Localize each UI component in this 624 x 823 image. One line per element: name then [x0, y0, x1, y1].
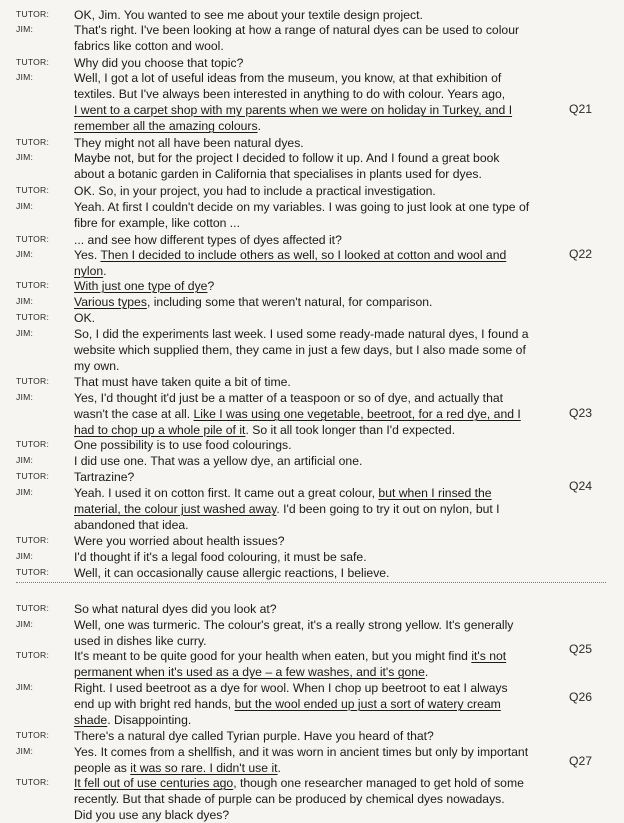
speech-text — [74, 310, 554, 326]
speaker-label: TUTOR: — [16, 439, 50, 449]
text-line: Maybe not, but for the project I decided to follow it up. And I found a great book — [74, 151, 500, 165]
speech-text — [74, 601, 554, 617]
speech-text — [74, 150, 554, 182]
speech-text — [74, 533, 554, 549]
answer-underline: I went to a carpet shop with my parents when we were on holiday in Turkey, and I — [74, 103, 513, 117]
text-line: about a botanic garden in California that specialises in plants used for dyes. — [74, 167, 482, 181]
section-divider — [16, 582, 606, 583]
text-line — [74, 485, 554, 501]
speech-text — [74, 680, 554, 728]
speaker-label: JIM: — [16, 249, 34, 259]
text-line: They might not all have been natural dyes. — [74, 136, 304, 150]
speech-text — [74, 648, 554, 680]
question-number: Q26 — [569, 690, 593, 704]
speaker-label: JIM: — [16, 746, 34, 756]
text-line: There's a natural dye called Tyrian purple. Have you heard of that? — [74, 729, 434, 743]
speaker-label: TUTOR: — [16, 376, 50, 386]
text-fragment: . — [103, 264, 107, 278]
answer-underline: Various types — [74, 295, 147, 309]
text-line — [74, 263, 554, 279]
speech-text — [74, 437, 554, 453]
speaker-label: JIM: — [16, 392, 34, 402]
answer-underline: It fell out of use centuries ago — [74, 776, 234, 790]
speaker-label: JIM: — [16, 296, 34, 306]
text-line: my own. — [74, 359, 120, 373]
speaker-label: JIM: — [16, 487, 34, 497]
text-line — [74, 696, 554, 712]
text-line — [74, 648, 554, 664]
text-line: website which supplied them, they came in just a few days, but I also made some of — [74, 343, 526, 357]
text-line — [74, 712, 554, 728]
answer-underline: material, the colour just washed away — [74, 502, 277, 516]
text-line: One possibility is to use food colourings. — [74, 438, 292, 452]
text-fragment: It's meant to be quite good for your health when eaten, but you might find — [74, 649, 472, 663]
text-fragment: ? — [207, 279, 215, 293]
speaker-label: TUTOR: — [16, 9, 50, 19]
speaker-label: JIM: — [16, 72, 34, 82]
speaker-label: TUTOR: — [16, 57, 50, 67]
answer-underline: With just one type of dye — [74, 279, 208, 293]
speaker-label: JIM: — [16, 682, 34, 692]
text-line: used in dishes like curry. — [74, 634, 207, 648]
speaker-label: TUTOR: — [16, 535, 50, 545]
speaker-label: JIM: — [16, 201, 34, 211]
text-line: OK. — [74, 311, 95, 325]
speech-text — [74, 728, 554, 744]
speech-text — [74, 70, 554, 134]
text-fragment: . — [257, 119, 261, 133]
question-number: Q24 — [569, 479, 593, 493]
text-fragment: . — [277, 761, 281, 775]
text-line — [74, 422, 554, 438]
text-fragment: . I'd been going to try it out on nylon, but I — [276, 502, 500, 516]
text-line — [74, 278, 554, 294]
text-line: Yes, I'd thought it'd just be a matter of a teaspoon or so of dye, and actually that — [74, 391, 504, 405]
speech-text — [74, 775, 554, 823]
text-line — [74, 760, 554, 776]
text-line: So, I did the experiments last week. I used some ready-made natural dyes, I found a — [74, 327, 529, 341]
answer-underline: had to chop up a whole pile of it — [74, 423, 246, 437]
question-number: Q22 — [569, 247, 593, 261]
speaker-label: TUTOR: — [16, 280, 50, 290]
question-number: Q23 — [569, 406, 593, 420]
text-line: Well, it can occasionally cause allergic reactions, I believe. — [74, 566, 390, 580]
question-number: Q27 — [569, 754, 593, 768]
speech-text — [74, 247, 554, 279]
text-line: Yeah. At first I couldn't decide on my variables. I was going to just look at one type of — [74, 200, 530, 214]
text-line: That must have taken quite a bit of time. — [74, 375, 291, 389]
text-fragment: , including some that weren't natural, for comparison. — [146, 295, 433, 309]
question-number: Q25 — [569, 642, 593, 656]
text-line — [74, 775, 554, 791]
answer-underline: Like I was using one vegetable, beetroot, for a red dye, and I — [193, 407, 521, 421]
speaker-label: JIM: — [16, 551, 34, 561]
text-fragment: , though one researcher managed to get hold of some — [233, 776, 524, 790]
speaker-label: TUTOR: — [16, 603, 50, 613]
speech-text — [74, 326, 554, 374]
speaker-label: JIM: — [16, 328, 34, 338]
text-fragment: people as — [74, 761, 131, 775]
speech-text — [74, 183, 554, 199]
answer-underline: but when I rinsed the — [378, 486, 492, 500]
answer-underline: it was so rare. I didn't use it — [130, 761, 278, 775]
speaker-label: JIM: — [16, 24, 34, 34]
answer-underline: it's not — [471, 649, 507, 663]
text-line: textiles. But I've always been interested in anything to do with colour. Years ago, — [74, 87, 506, 101]
speaker-label: TUTOR: — [16, 730, 50, 740]
speech-text — [74, 55, 554, 71]
speaker-label: TUTOR: — [16, 471, 50, 481]
text-line: Right. I used beetroot as a dye for wool. When I chop up beetroot to eat I always — [74, 681, 508, 695]
answer-underline: nylon — [74, 264, 104, 278]
speech-text — [74, 453, 554, 469]
speech-text — [74, 390, 554, 438]
speech-text — [74, 7, 554, 23]
answer-underline: remember all the amazing colours — [74, 119, 258, 133]
text-line: Yes. It comes from a shellfish, and it was worn in ancient times but only by important — [74, 745, 529, 759]
text-line: Tartrazine? — [74, 470, 135, 484]
text-line: fibre for example, like cotton ... — [74, 216, 240, 230]
question-number: Q21 — [569, 102, 593, 116]
speech-text — [74, 294, 554, 310]
text-line — [74, 664, 554, 680]
text-fragment: . — [424, 665, 429, 679]
text-line: That's right. I've been looking at how a range of natural dyes can be used to colour — [74, 23, 520, 37]
text-line — [74, 247, 554, 263]
speech-text — [74, 199, 554, 231]
text-line: Did you use any black dyes? — [74, 808, 230, 822]
answer-underline: Then I decided to include others as well, so I looked at cotton and wool and — [100, 248, 507, 262]
speech-text — [74, 549, 554, 565]
speech-text — [74, 22, 554, 54]
speech-text — [74, 135, 554, 151]
answer-underline: permanent when it's used as a dye – a few washes, and it's gone — [74, 665, 425, 679]
text-fragment: Yeah. I used it on cotton first. It came out a great colour, — [74, 486, 379, 500]
speaker-label: JIM: — [16, 455, 34, 465]
text-fragment: wasn't the case at all. — [74, 407, 194, 421]
text-line: abandoned that idea. — [74, 518, 189, 532]
answer-underline: shade — [74, 713, 108, 727]
speech-text — [74, 617, 554, 649]
speech-text — [74, 469, 554, 485]
text-line — [74, 294, 554, 310]
speech-text — [74, 565, 554, 581]
text-line: recently. But that shade of purple can be produced by chemical dyes nowadays. — [74, 792, 505, 806]
speaker-label: TUTOR: — [16, 137, 50, 147]
text-line: Why did you choose that topic? — [74, 56, 244, 70]
text-fragment: . Disappointing. — [107, 713, 192, 727]
speech-text — [74, 278, 554, 294]
text-line: OK. So, in your project, you had to include a practical investigation. — [74, 184, 436, 198]
speaker-label: TUTOR: — [16, 312, 50, 322]
text-fragment: Yes. — [74, 248, 101, 262]
text-line: ... and see how different types of dyes affected it? — [74, 233, 342, 247]
speaker-label: TUTOR: — [16, 185, 50, 195]
speech-text — [74, 232, 554, 248]
speaker-label: JIM: — [16, 619, 34, 629]
text-line: I'd thought if it's a legal food colouring, it must be safe. — [74, 550, 367, 564]
speaker-label: TUTOR: — [16, 650, 50, 660]
text-line: I did use one. That was a yellow dye, an artificial one. — [74, 454, 363, 468]
speaker-label: JIM: — [16, 152, 34, 162]
speaker-label: TUTOR: — [16, 567, 50, 577]
speaker-label: TUTOR: — [16, 777, 50, 787]
answer-underline: but the wool ended up just a sort of watery cream — [234, 697, 501, 711]
text-fragment: end up with bright red hands, — [74, 697, 235, 711]
text-line: fabrics like cotton and wool. — [74, 39, 224, 53]
speech-text — [74, 744, 554, 776]
speaker-label: TUTOR: — [16, 234, 50, 244]
text-line — [74, 406, 554, 422]
text-line: Well, I got a lot of useful ideas from the museum, you know, at that exhibition of — [74, 71, 502, 85]
text-line: Well, one was turmeric. The colour's great, it's a really strong yellow. It's generally — [74, 618, 514, 632]
text-line — [74, 501, 554, 517]
speech-text — [74, 374, 554, 390]
text-line: OK, Jim. You wanted to see me about your textile design project. — [74, 8, 423, 22]
text-fragment: . So it all took longer than I'd expected. — [245, 423, 456, 437]
text-line: So what natural dyes did you look at? — [74, 602, 277, 616]
text-line — [74, 118, 554, 134]
text-line: Were you worried about health issues? — [74, 534, 285, 548]
text-line — [74, 102, 554, 118]
speech-text — [74, 485, 554, 533]
